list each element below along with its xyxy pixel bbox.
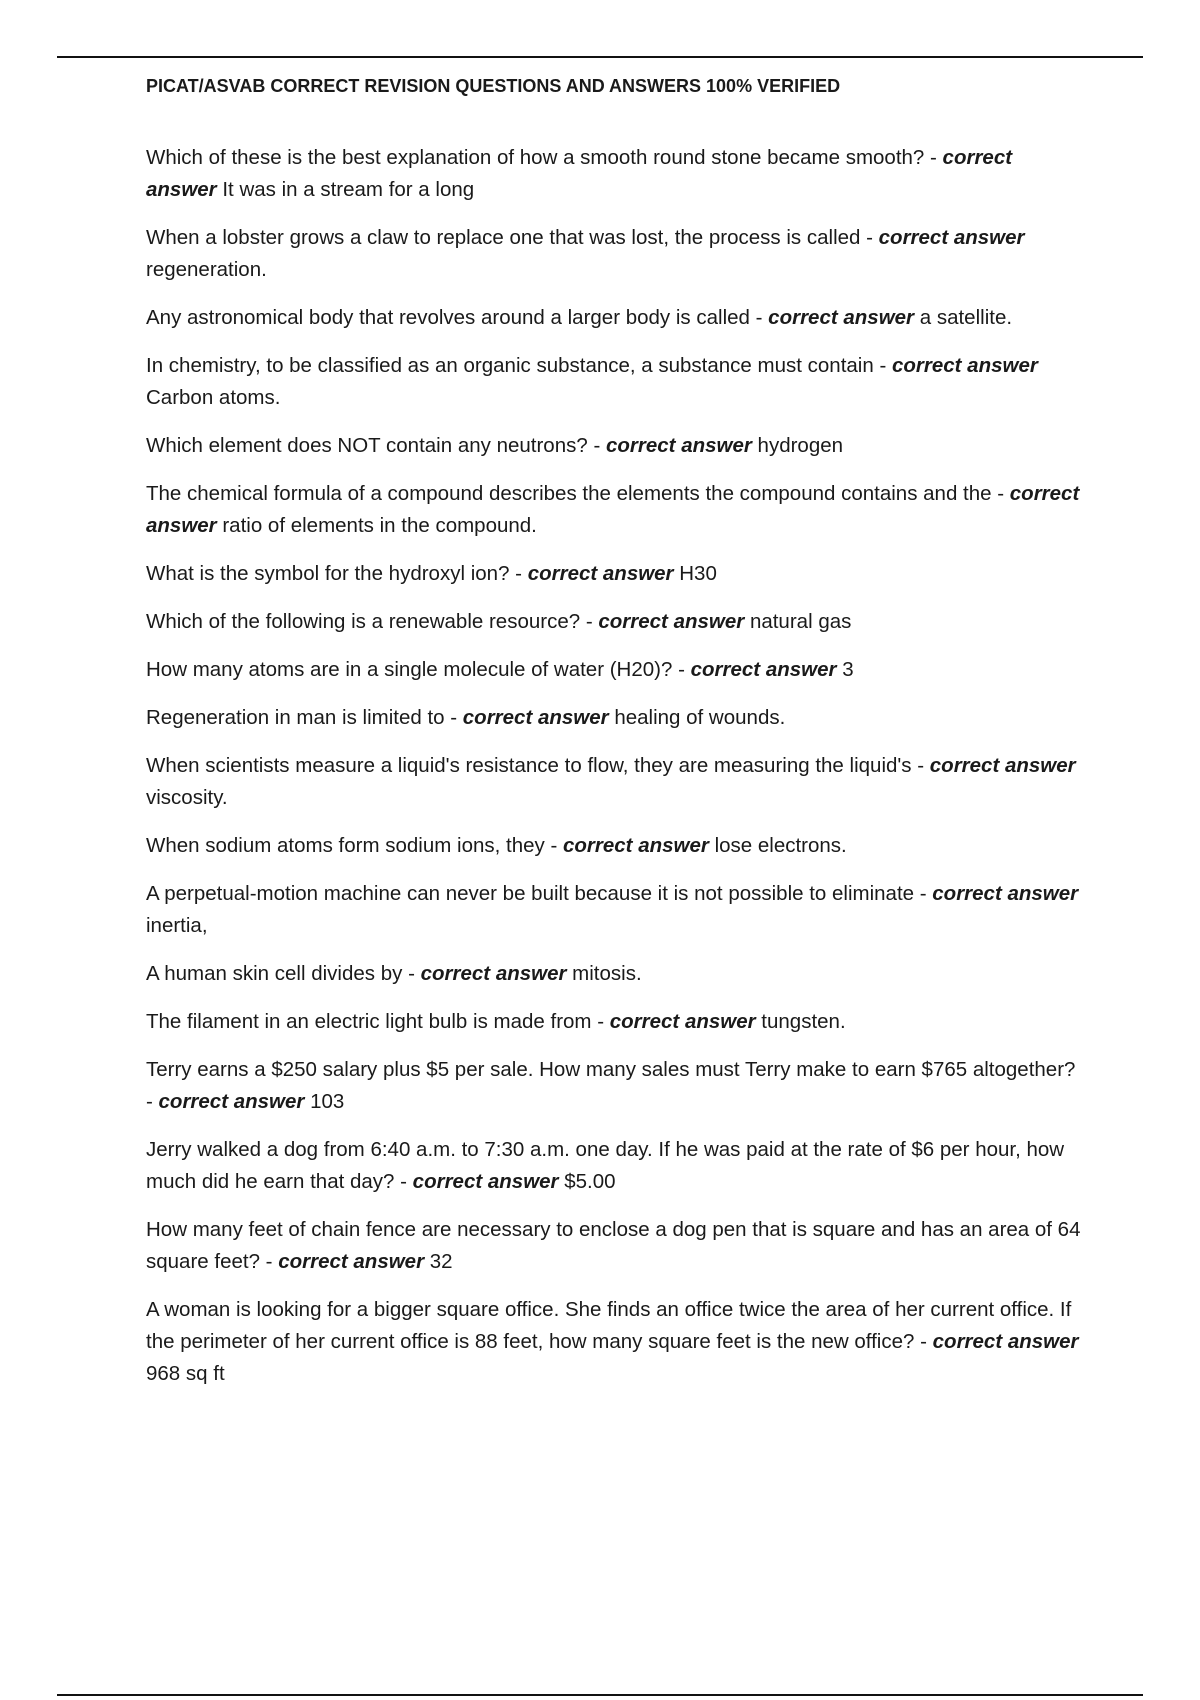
question-text: How many feet of chain fence are necessary to enclose a dog pen that is square and has an area of 64 square feet? [146, 1218, 1081, 1273]
separator: - [914, 882, 933, 905]
answer-text: 103 [310, 1090, 345, 1113]
answer-text: inertia, [146, 914, 208, 937]
separator: - [991, 482, 1010, 505]
question-text: When sodium atoms form sodium ions, they [146, 834, 545, 857]
answer-label: correct answer [598, 610, 745, 633]
separator: - [873, 354, 892, 377]
separator: - [402, 962, 421, 985]
question-text: What is the symbol for the hydroxyl ion? [146, 562, 510, 585]
qa-item [146, 142, 1086, 206]
separator: - [544, 834, 563, 857]
answer-label: correct answer [929, 754, 1076, 777]
answer-label: correct answer [891, 354, 1038, 377]
document-body [146, 72, 1086, 1406]
bottom-rule [57, 1694, 1143, 1696]
separator: - [860, 226, 879, 249]
qa-item [146, 1294, 1086, 1390]
separator: - [672, 658, 691, 681]
separator: - [924, 146, 943, 169]
answer-text: H30 [679, 562, 717, 585]
qa-item [146, 350, 1086, 414]
answer-label: correct answer [932, 882, 1079, 905]
answer-label: correct answer [146, 482, 1080, 537]
qa-item [146, 1214, 1086, 1278]
answer-label: correct answer [690, 658, 837, 681]
separator: - [914, 1330, 933, 1353]
answer-text: a satellite. [919, 306, 1013, 329]
answer-text: $5.00 [564, 1170, 616, 1193]
answer-text: natural gas [749, 610, 852, 633]
answer-text: Carbon atoms. [146, 386, 281, 409]
qa-item [146, 558, 1086, 590]
answer-text: 968 sq ft [146, 1362, 225, 1385]
answer-label: correct answer [563, 834, 709, 857]
answer-text: lose electrons. [714, 834, 847, 857]
question-text: In chemistry, to be classified as an organic substance, a substance must contain [146, 354, 874, 377]
answer-label: correct answer [609, 1010, 756, 1033]
answer-text: hydrogen [757, 434, 844, 457]
question-text: How many atoms are in a single molecule of water (H20)? [146, 658, 673, 681]
qa-item [146, 302, 1086, 334]
question-text: Any astronomical body that revolves around a larger body is called [146, 306, 750, 329]
qa-item [146, 702, 1086, 734]
answer-text: healing of wounds. [614, 706, 786, 729]
qa-item [146, 1006, 1086, 1038]
question-text: When scientists measure a liquid's resistance to flow, they are measuring the liquid's [146, 754, 912, 777]
answer-label: correct answer [932, 1330, 1079, 1353]
qa-item [146, 606, 1086, 638]
qa-item [146, 750, 1086, 814]
answer-text: tungsten. [761, 1010, 846, 1033]
qa-item [146, 1134, 1086, 1198]
qa-list [146, 142, 1086, 1390]
question-text: A woman is looking for a bigger square office. She finds an office twice the area of her current office. If the perimeter of her current office is 88 feet, how many square feet is the new office? [146, 1298, 1072, 1353]
separator: - [146, 1090, 159, 1113]
question-text: Regeneration in man is limited to [146, 706, 445, 729]
question-text: The chemical formula of a compound describes the elements the compound contains and the [146, 482, 992, 505]
question-text: Jerry walked a dog from 6:40 a.m. to 7:30 a.m. one day. If he was paid at the rate of $6 per hour, how much did he earn that day? [146, 1138, 1065, 1193]
qa-item [146, 1054, 1086, 1118]
answer-label: correct answer [462, 706, 609, 729]
answer-text: 32 [429, 1250, 453, 1273]
answer-label: correct answer [605, 434, 752, 457]
question-text: When a lobster grows a claw to replace one that was lost, the process is called [146, 226, 861, 249]
separator: - [749, 306, 769, 329]
answer-text: mitosis. [572, 962, 642, 985]
question-text: The filament in an electric light bulb is made from [146, 1010, 592, 1033]
answer-label: correct answer [527, 562, 674, 585]
qa-item [146, 958, 1086, 990]
qa-item [146, 430, 1086, 462]
answer-text: 3 [842, 658, 854, 681]
top-rule [57, 56, 1143, 58]
separator: - [394, 1170, 413, 1193]
question-text: Terry earns a $250 salary plus $5 per sale. How many sales must Terry make to earn $765 altogether? [146, 1058, 1076, 1081]
qa-item [146, 830, 1086, 862]
separator: - [580, 610, 599, 633]
answer-text: viscosity. [146, 786, 228, 809]
qa-item [146, 478, 1086, 542]
separator: - [591, 1010, 610, 1033]
separator: - [259, 1250, 279, 1273]
answer-label: correct answer [158, 1090, 305, 1113]
question-text: Which element does NOT contain any neutrons? [146, 434, 588, 457]
separator: - [509, 562, 528, 585]
answer-label: correct answer [146, 146, 1013, 201]
answer-text: It was in a stream for a long [222, 178, 475, 201]
question-text: A human skin cell divides by [146, 962, 403, 985]
question-text: Which of these is the best explanation of how a smooth round stone became smooth? [146, 146, 925, 169]
answer-label: correct answer [278, 1250, 425, 1273]
answer-text: ratio of elements in the compound. [222, 514, 537, 537]
separator: - [911, 754, 930, 777]
separator: - [587, 434, 606, 457]
qa-item [146, 654, 1086, 686]
question-text: A perpetual-motion machine can never be built because it is not possible to eliminate [146, 882, 915, 905]
question-text: Which of the following is a renewable resource? [146, 610, 581, 633]
answer-label: correct answer [768, 306, 915, 329]
separator: - [444, 706, 463, 729]
answer-text: regeneration. [146, 258, 267, 281]
answer-label: correct answer [412, 1170, 559, 1193]
answer-label: correct answer [878, 226, 1025, 249]
document-title: PICAT/ASVAB CORRECT REVISION QUESTIONS AND ANSWERS 100% VERIFIED [146, 76, 841, 96]
qa-item [146, 878, 1086, 942]
answer-label: correct answer [420, 962, 567, 985]
qa-item [146, 222, 1086, 286]
